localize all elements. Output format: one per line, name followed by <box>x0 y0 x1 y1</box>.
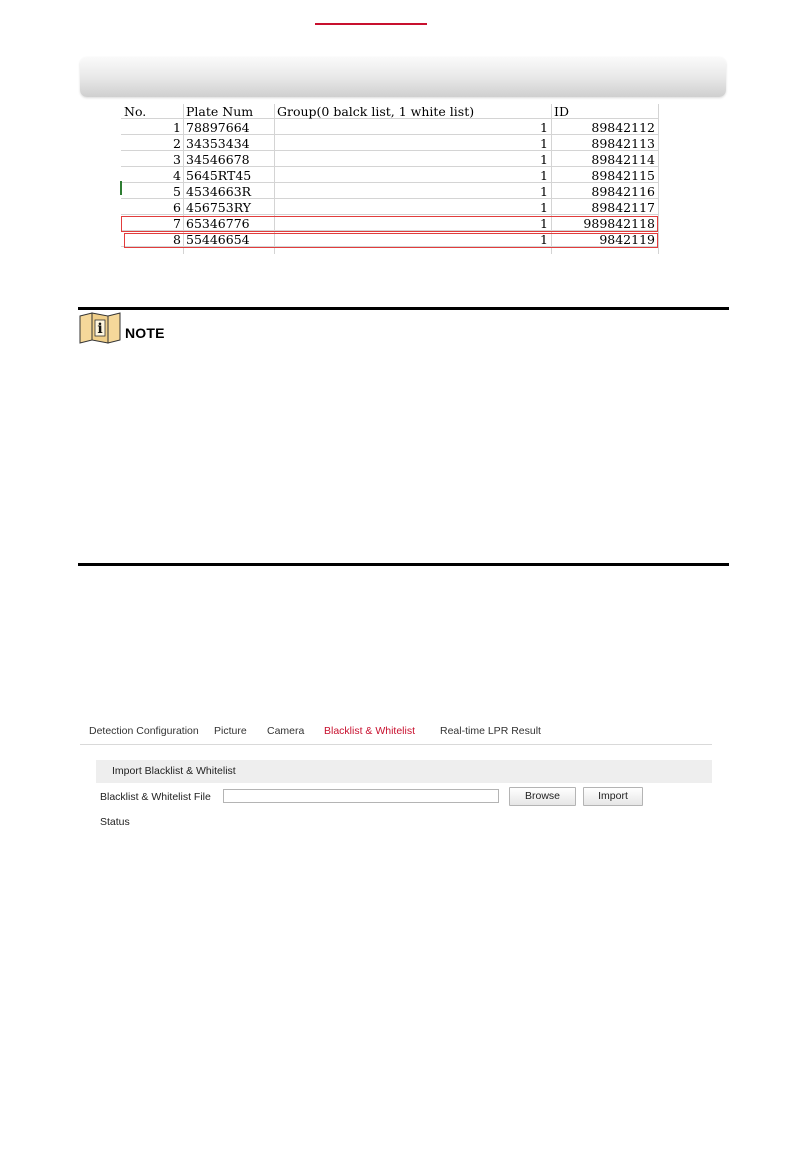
highlight-row-7 <box>121 216 658 232</box>
import-section-header <box>96 760 712 783</box>
note-bottom-rule <box>78 563 729 566</box>
row-group: 1 <box>540 216 548 231</box>
row-id: 89842112 <box>591 120 655 135</box>
row-id: 89842113 <box>591 136 655 151</box>
row-no: 6 <box>173 200 181 215</box>
row-no: 4 <box>173 168 181 183</box>
row-no: 7 <box>173 216 181 231</box>
row-id: 89842117 <box>591 200 655 215</box>
row-plate: 34353434 <box>186 136 250 151</box>
row-plate: 5645RT45 <box>186 168 252 183</box>
row-id: 9842119 <box>599 232 655 247</box>
table-row <box>121 120 659 135</box>
row-id: 89842114 <box>591 152 655 167</box>
table-row <box>121 168 659 183</box>
row-id: 89842116 <box>591 184 655 199</box>
row-no: 2 <box>173 136 181 151</box>
tab-realtime-lpr-result[interactable]: Real-time LPR Result <box>440 725 541 737</box>
note-label: NOTE <box>125 325 165 341</box>
info-note-icon <box>78 312 122 344</box>
cell-cursor-mark <box>120 181 122 195</box>
section-title: Import Blacklist & Whitelist <box>112 765 236 777</box>
row-id: 989842118 <box>583 216 655 231</box>
highlight-row-8 <box>124 233 658 248</box>
tab-blacklist-whitelist[interactable]: Blacklist & Whitelist <box>324 725 416 737</box>
row-group: 1 <box>540 152 548 167</box>
row-id: 89842115 <box>591 168 655 183</box>
row-no: 5 <box>173 184 181 199</box>
row-plate: 78897664 <box>186 120 250 135</box>
svg-text:i: i <box>97 321 103 337</box>
row-plate: 34546678 <box>186 152 250 167</box>
row-group: 1 <box>540 120 548 135</box>
table-row <box>121 184 659 199</box>
file-path-input[interactable] <box>223 789 499 803</box>
header-group: Group(0 balck list, 1 white list) <box>277 104 475 119</box>
row-no: 3 <box>173 152 181 167</box>
header-row <box>121 104 659 119</box>
active-tab-indicator <box>315 23 427 25</box>
browse-button[interactable]: Browse <box>509 787 576 806</box>
tab-camera[interactable]: Camera <box>267 725 305 737</box>
table-row <box>121 200 659 215</box>
row-group: 1 <box>540 200 548 215</box>
row-group: 1 <box>540 136 548 151</box>
tab-bar <box>80 718 712 745</box>
row-group: 1 <box>540 168 548 183</box>
note-top-rule <box>78 307 729 310</box>
row-plate: 456753RY <box>186 200 251 215</box>
header-plate-num: Plate Num <box>186 104 254 119</box>
header-no: No. <box>124 104 147 119</box>
row-plate: 4534663R <box>186 184 252 199</box>
row-plate: 55446654 <box>186 232 250 247</box>
row-no: 8 <box>173 232 181 247</box>
table-row <box>121 152 659 167</box>
tab-picture[interactable]: Picture <box>214 725 247 737</box>
row-group: 1 <box>540 184 548 199</box>
row-plate: 65346776 <box>186 216 250 231</box>
import-button[interactable]: Import <box>583 787 643 806</box>
chapter-header-bar <box>80 57 726 97</box>
table-row <box>121 136 659 151</box>
status-label: Status <box>100 816 130 828</box>
tab-detection-configuration[interactable]: Detection Configuration <box>89 725 199 737</box>
row-group: 1 <box>540 232 548 247</box>
file-field-label: Blacklist & Whitelist File <box>100 791 211 803</box>
plate-list-spreadsheet <box>121 104 659 254</box>
header-id: ID <box>554 104 569 119</box>
row-no: 1 <box>173 120 181 135</box>
